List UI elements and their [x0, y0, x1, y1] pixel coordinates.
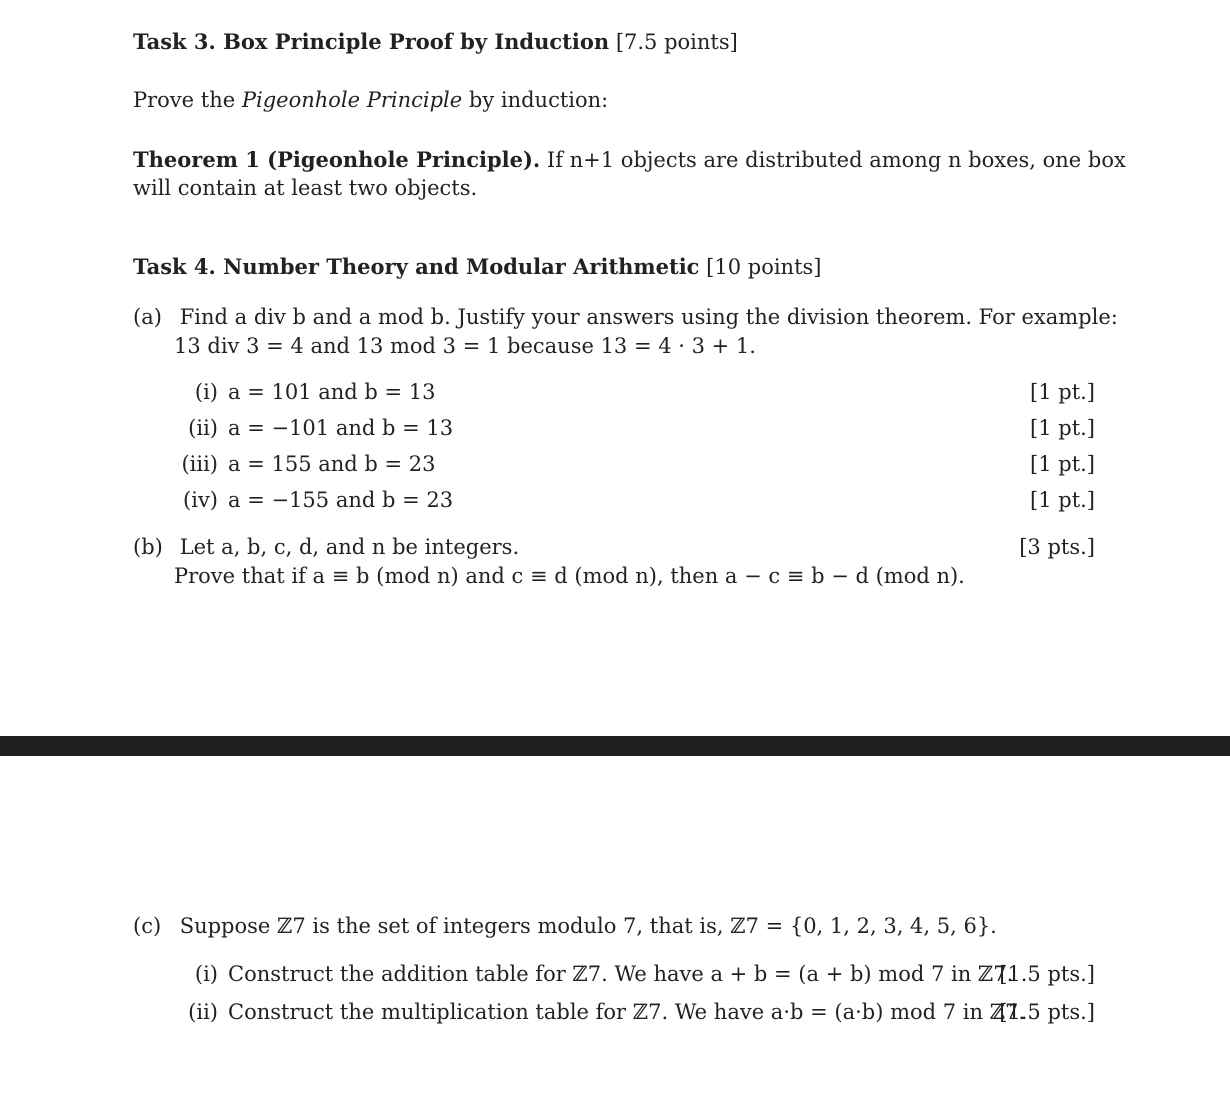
item-label: (i)	[194, 962, 218, 986]
task3-prompt-suffix: by induction:	[462, 88, 609, 112]
part-a-line-1	[133, 303, 1118, 332]
part-a-item-iv	[168, 486, 453, 515]
task4-heading	[133, 252, 821, 282]
part-a-item-ii-points: [1 pt.]	[1030, 416, 1095, 440]
theorem-text-1: If n+1 objects are distributed among n boxes, one box	[540, 148, 1126, 172]
part-b-text-1: Let a, b, c, d, and n be integers.	[179, 535, 520, 559]
part-c-label: (c)	[133, 914, 162, 938]
item-text: Construct the multiplication table for ℤ7. We have a·b = (a·b) mod 7 in ℤ7.	[228, 1000, 1026, 1024]
part-c-item-ii-points: [1.5 pts.]	[999, 1000, 1095, 1024]
task3-points: [7.5 points]	[615, 30, 738, 54]
task3-prompt	[133, 86, 608, 115]
task3-prompt-emphasis: Pigeonhole Principle	[241, 88, 463, 112]
item-text: a = 101 and b = 13	[228, 380, 436, 404]
item-text: a = −101 and b = 13	[228, 416, 454, 440]
part-c-item-i-points: [1.5 pts.]	[999, 962, 1095, 986]
theorem-heading: Theorem 1 (Pigeonhole Principle).	[133, 147, 541, 172]
part-a-line-2: 13 div 3 = 4 and 13 mod 3 = 1 because 13 = 4 · 3 + 1.	[174, 334, 756, 358]
page-divider	[0, 736, 1230, 756]
part-b-label: (b)	[133, 535, 163, 559]
part-b-points: [3 pts.]	[1019, 535, 1095, 559]
item-label: (ii)	[188, 416, 218, 440]
task3-heading	[133, 27, 738, 57]
part-a-item-i	[168, 378, 436, 407]
part-a-item-i-points: [1 pt.]	[1030, 380, 1095, 404]
item-text: a = −155 and b = 23	[228, 488, 454, 512]
theorem-line-2: will contain at least two objects.	[133, 176, 478, 200]
part-a-text-1: Find a div b and a mod b. Justify your answers using the division theorem. For example:	[179, 305, 1118, 329]
task3-title: Task 3. Box Principle Proof by Induction	[133, 29, 610, 54]
part-b-line-2: Prove that if a ≡ b (mod n) and c ≡ d (mod n), then a − c ≡ b − d (mod n).	[174, 564, 965, 588]
item-label: (ii)	[188, 1000, 218, 1024]
part-a-item-iv-points: [1 pt.]	[1030, 488, 1095, 512]
part-c-text-1: Suppose ℤ7 is the set of integers modulo 7, that is, ℤ7 = {0, 1, 2, 3, 4, 5, 6}.	[179, 914, 997, 938]
task4-title: Task 4. Number Theory and Modular Arithmetic	[133, 254, 700, 279]
item-label: (iii)	[181, 452, 218, 476]
part-b-line-1	[133, 533, 519, 562]
item-text: a = 155 and b = 23	[228, 452, 436, 476]
part-a-item-iii	[168, 450, 436, 479]
item-label: (i)	[194, 380, 218, 404]
task4-points: [10 points]	[706, 255, 822, 279]
item-text: Construct the addition table for ℤ7. We have a + b = (a + b) mod 7 in ℤ7.	[228, 962, 1014, 986]
part-c-line-1	[133, 912, 997, 941]
part-c-item-i	[168, 960, 1013, 989]
theorem-line-1	[133, 145, 1126, 175]
task3-prompt-prefix: Prove the	[133, 88, 242, 112]
part-c-item-ii	[168, 998, 1025, 1027]
part-a-label: (a)	[133, 305, 162, 329]
part-a-item-iii-points: [1 pt.]	[1030, 452, 1095, 476]
item-label: (iv)	[183, 488, 218, 512]
part-a-item-ii	[168, 414, 453, 443]
